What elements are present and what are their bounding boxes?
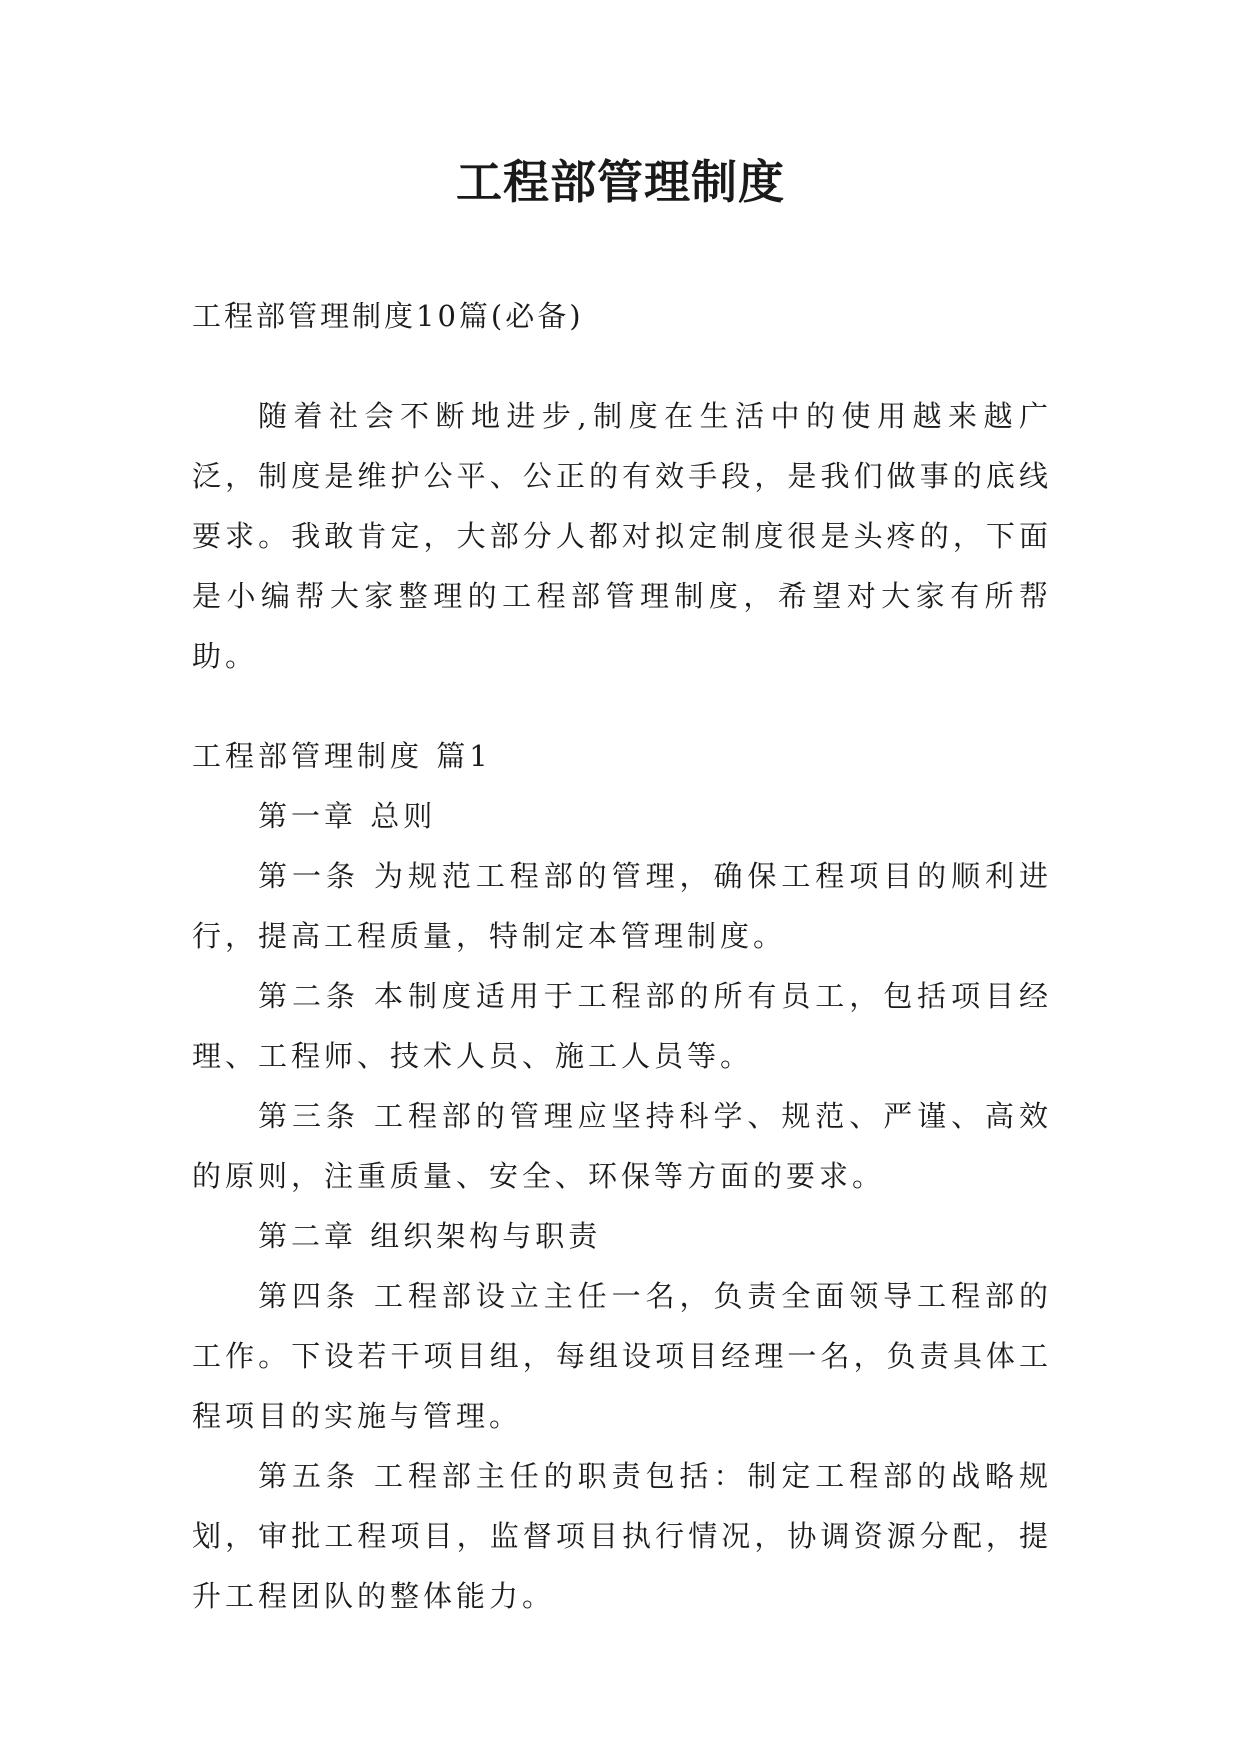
intro-paragraph: 随着社会不断地进步,制度在生活中的使用越来越广泛，制度是维护公平、公正的有效手段，是我们做事的底线要求。我敢肯定，大部分人都对拟定制度很是头疼的，下面是小编帮大家整理的工程部管理制度，希望对大家有所帮助。: [192, 399, 1052, 673]
article-3: 第三条 工程部的管理应坚持科学、规范、严谨、高效的原则，注重质量、安全、环保等方面的要求。: [192, 1099, 1052, 1193]
article-1: 第一条 为规范工程部的管理，确保工程项目的顺利进行，提高工程质量，特制定本管理制度。: [192, 859, 1052, 953]
section-heading: 工程部管理制度 篇1: [192, 739, 492, 773]
article-4: 第四条 工程部设立主任一名，负责全面领导工程部的工作。下设若干项目组，每组设项目经理一名，负责具体工程项目的实施与管理。: [192, 1279, 1052, 1433]
document-subtitle: 工程部管理制度10篇(必备): [192, 299, 584, 333]
spacer: [192, 686, 1052, 726]
document-title: 工程部管理制度: [456, 155, 785, 209]
intro-paragraph-block: [192, 386, 1052, 686]
article-5: 第五条 工程部主任的职责包括：制定工程部的战略规划，审批工程项目，监督项目执行情况，协调资源分配，提升工程团队的整体能力。: [192, 1459, 1052, 1613]
chapter-heading-1: 第一章 总则: [258, 799, 437, 833]
article-2: 第二条 本制度适用于工程部的所有员工，包括项目经理、工程师、技术人员、施工人员等。: [192, 979, 1052, 1073]
document-body: [192, 286, 1052, 1626]
chapter-heading-2: 第二章 组织架构与职责: [258, 1219, 602, 1253]
spacer: [192, 346, 1052, 386]
